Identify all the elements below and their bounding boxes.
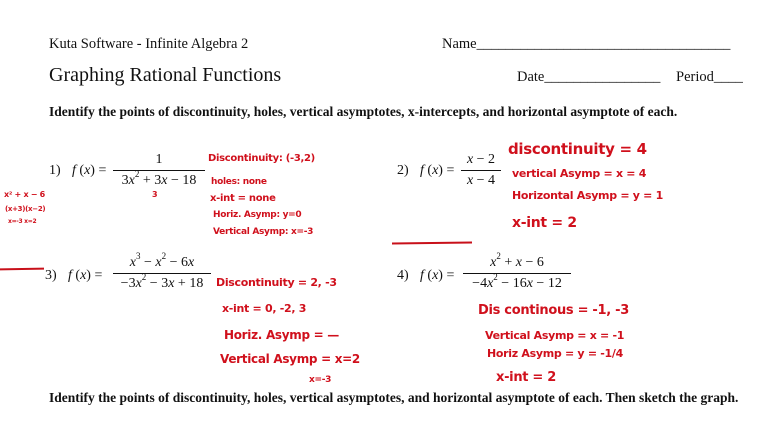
handwritten-note: Discontinuity = 2, -3: [216, 276, 337, 289]
date-field[interactable]: [517, 69, 660, 86]
handwritten-stroke: [392, 241, 472, 244]
side-work: x² + x − 6: [4, 190, 45, 199]
function-lhs: f (x) =: [420, 268, 455, 283]
side-work: x=-3 x=2: [8, 218, 37, 225]
handwritten-note: x-int = 2: [496, 370, 556, 385]
handwritten-note: x=-3: [309, 375, 332, 385]
handwritten-mark: 3: [152, 190, 158, 199]
problem-number: 2): [397, 163, 409, 178]
denominator: $3x^2 + 3x - 18$: [121, 169, 197, 188]
section2-instructions: Identify the points of discontinuity, holes, vertical asymptotes, and horizontal asymptote of each. Then sketch the graph.: [49, 390, 739, 405]
numerator: 1: [155, 152, 163, 167]
side-work: (x+3)(x−2): [5, 205, 46, 213]
problem-number: 3): [45, 268, 57, 283]
fraction: [461, 152, 501, 189]
function-lhs: f (x) =: [420, 163, 455, 178]
handwritten-note: Vertical Asymp = x = -1: [485, 329, 625, 342]
handwritten-note: Dis continous = -1, -3: [478, 303, 629, 318]
fraction-bar: [113, 273, 211, 274]
fraction-bar: [113, 170, 205, 171]
fraction: [113, 251, 211, 292]
handwritten-note: vertical Asymp = x = 4: [512, 167, 647, 180]
name-field[interactable]: [442, 36, 730, 53]
period-field[interactable]: [676, 69, 743, 86]
section1-instructions: Identify the points of discontinuity, holes, vertical asymptotes, x-intercepts, and horizontal asymptote of each.: [49, 104, 678, 119]
handwritten-note: Horizontal Asymp = y = 1: [512, 189, 663, 202]
worksheet-title: Graphing Rational Functions: [49, 64, 282, 86]
publisher-label: Kuta Software - Infinite Algebra 2: [49, 36, 249, 52]
fraction-bar: [463, 273, 571, 274]
period-blank: ____: [713, 69, 743, 85]
handwritten-note: Discontinuity: (-3,2): [208, 153, 315, 164]
handwritten-note: discontinuity = 4: [508, 140, 647, 158]
fraction: [463, 251, 571, 292]
problem-number: 1): [49, 163, 61, 178]
handwritten-stroke: [0, 268, 44, 271]
denominator: x − 4: [466, 173, 496, 188]
name-blank: ___________________________________: [476, 36, 731, 52]
handwritten-note: x-int = none: [210, 193, 276, 204]
date-label: Date: [517, 69, 545, 85]
handwritten-note: x-int = 2: [512, 215, 577, 231]
numerator: x − 2: [466, 152, 496, 167]
name-label: Name: [442, 36, 477, 52]
fraction-bar: [461, 170, 501, 171]
numerator: $x^2 + x - 6$: [490, 251, 544, 270]
function-lhs: f (x) =: [68, 268, 103, 283]
handwritten-note: Vertical Asymp = x=2: [220, 352, 360, 366]
handwritten-note: Horiz. Asymp: y=0: [213, 210, 302, 220]
handwritten-note: holes: none: [211, 177, 267, 187]
date-blank: ________________: [544, 69, 661, 85]
numerator: $x^3 - x^2 - 6x$: [129, 251, 195, 270]
handwritten-note: Vertical Asymp: x=-3: [213, 227, 314, 237]
problem-number: 4): [397, 268, 409, 283]
function-lhs: f (x) =: [72, 163, 107, 178]
handwritten-note: Horiz Asymp = y = -1/4: [487, 347, 623, 360]
fraction: [113, 152, 205, 189]
denominator: $-4x^2 - 16x - 12$: [472, 272, 562, 291]
handwritten-note: Horiz. Asymp = —: [224, 328, 339, 342]
denominator: $-3x^2 - 3x + 18$: [120, 272, 204, 291]
handwritten-note: x-int = 0, -2, 3: [222, 302, 307, 315]
period-label: Period: [676, 69, 714, 85]
